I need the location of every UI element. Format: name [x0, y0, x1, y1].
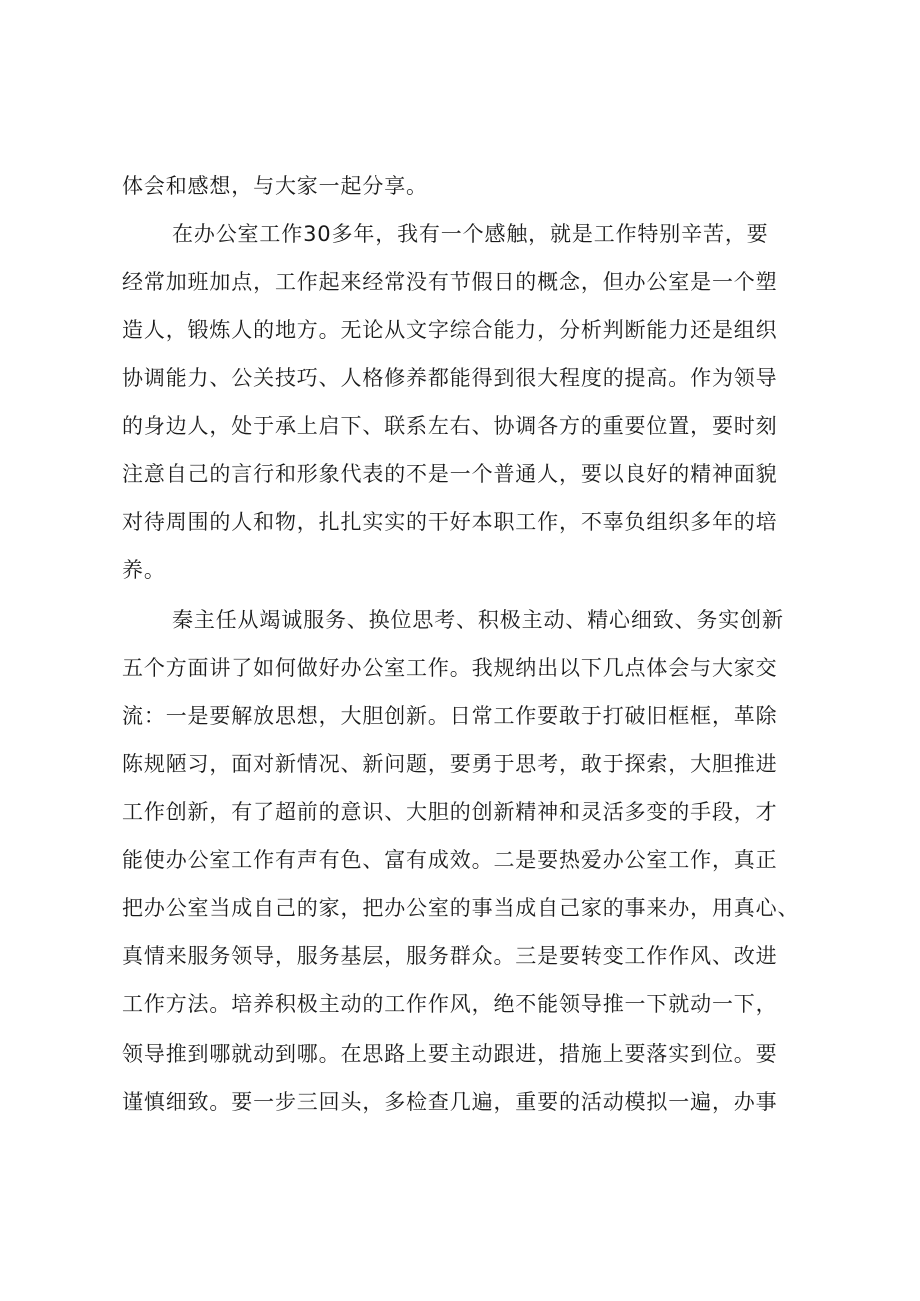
text-line: 领导推到哪就动到哪。在思路上要主动跟进，措施上要落实到位。要: [122, 1042, 778, 1066]
text-line: 注意自己的言行和形象代表的不是一个普通人，要以良好的精神面貌: [122, 462, 778, 486]
text-line: 的身边人，处于承上启下、联系左右、协调各方的重要位置，要时刻: [122, 414, 778, 438]
paragraph-start-line: 秦主任从竭诚服务、换位思考、积极主动、精心细致、务实创新: [172, 608, 784, 632]
text-line: 养。: [122, 558, 166, 582]
text-line: 把办公室当成自己的家，把办公室的事当成自己家的事来办，用真心、: [122, 896, 800, 920]
text-line: 流：一是要解放思想，大胆创新。日常工作要敢于打破旧框框，革除: [122, 704, 778, 728]
text-line: 工作创新，有了超前的意识、大胆的创新精神和灵活多变的手段，才: [122, 800, 778, 824]
text-line: 谨慎细致。要一步三回头，多检查几遍，重要的活动模拟一遍，办事: [122, 1090, 778, 1114]
text-line: 协调能力、公关技巧、人格修养都能得到很大程度的提高。作为领导: [122, 366, 778, 390]
text-line: 经常加班加点，工作起来经常没有节假日的概念，但办公室是一个塑: [122, 270, 778, 294]
text-line: 工作方法。培养积极主动的工作作风，绝不能领导推一下就动一下，: [122, 992, 778, 1016]
text-line: 体会和感想，与大家一起分享。: [122, 174, 428, 198]
text-line: 对待周围的人和物，扎扎实实的干好本职工作，不辜负组织多年的培: [122, 510, 778, 534]
text-line: 陈规陋习，面对新情况、新问题，要勇于思考，敢于探索，大胆推进: [122, 752, 778, 776]
text-line: 造人，锻炼人的地方。无论从文字综合能力，分析判断能力还是组织: [122, 318, 778, 342]
text-line: 能使办公室工作有声有色、富有成效。二是要热爱办公室工作，真正: [122, 848, 778, 872]
paragraph-start-line: 在办公室工作30多年，我有一个感触，就是工作特别辛苦，要: [172, 222, 769, 246]
text-line: 真情来服务领导，服务基层，服务群众。三是要转变工作作风、改进: [122, 944, 778, 968]
text-line: 五个方面讲了如何做好办公室工作。我规纳出以下几点体会与大家交: [122, 656, 778, 680]
